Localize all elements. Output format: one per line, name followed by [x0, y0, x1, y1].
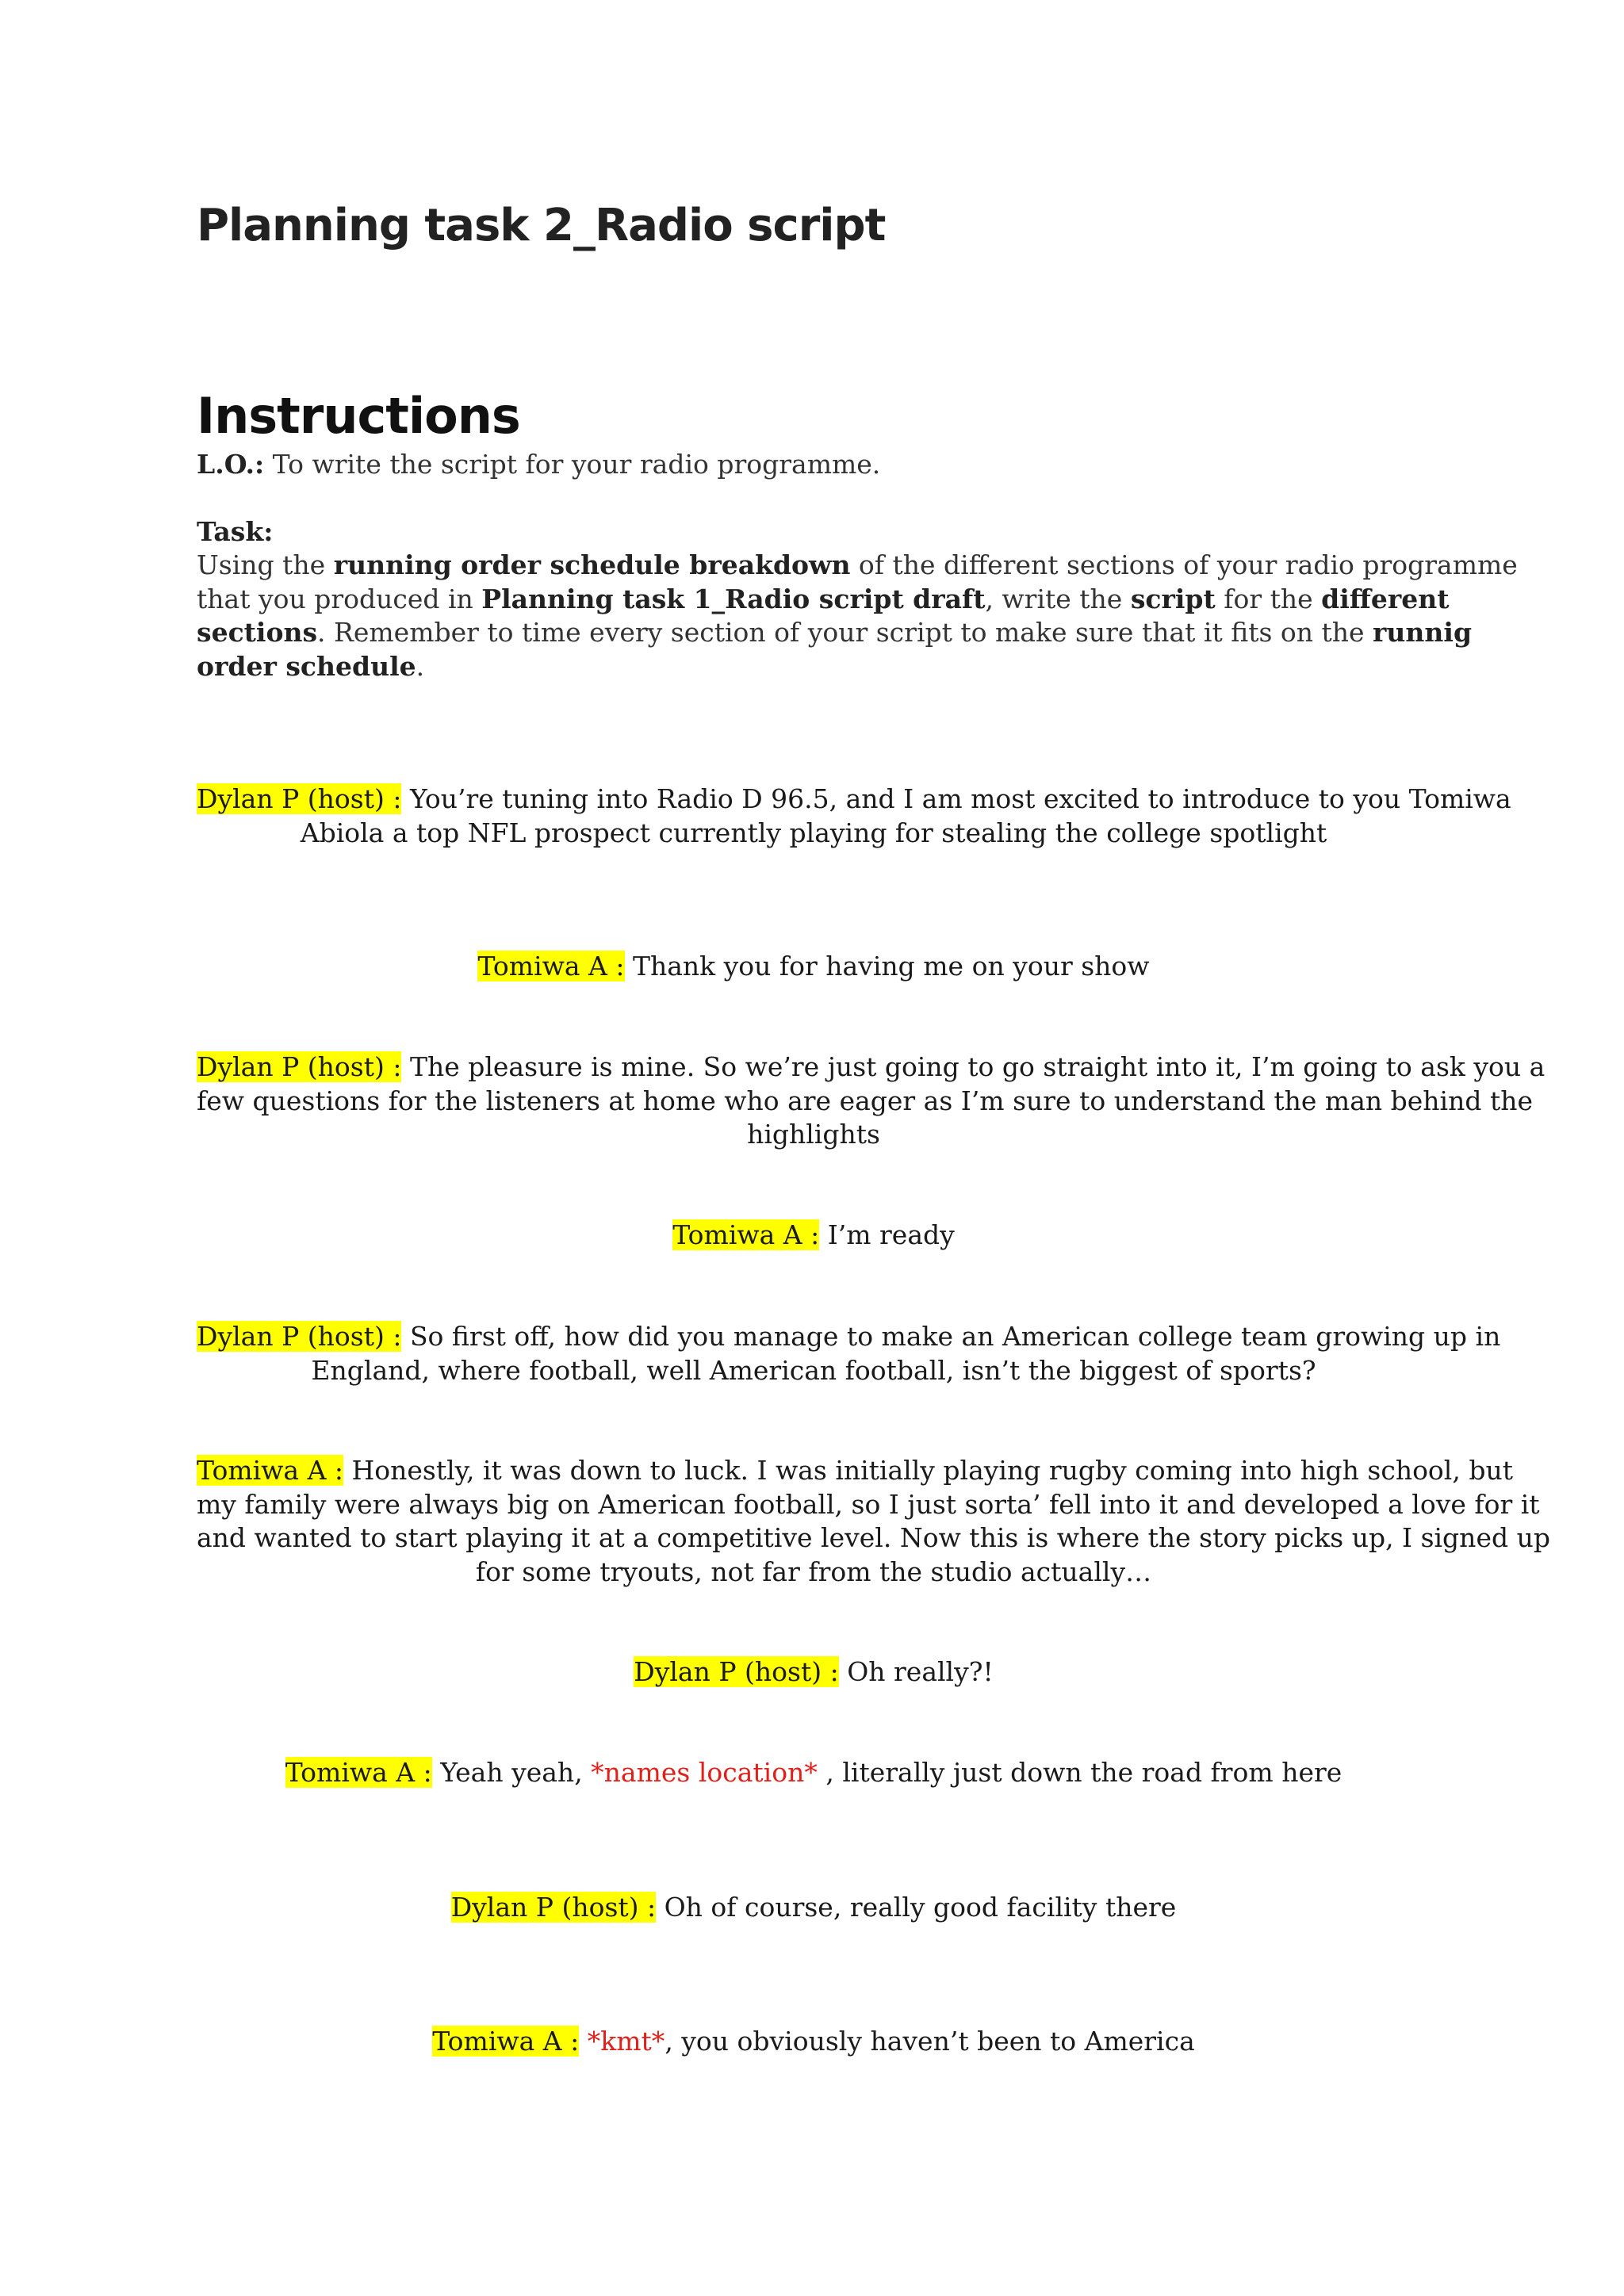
dialogue-line — [197, 783, 1511, 817]
stage-note: *kmt* — [587, 2026, 665, 2057]
task-text-segment: that you produced in — [197, 583, 482, 614]
task-label-text: Task: — [197, 516, 274, 547]
dialogue-text: Thank you for having me on your show — [624, 951, 1150, 982]
dialogue-line: for some tryouts, not far from the studio actually… — [475, 1556, 1152, 1587]
speaker-tag: Tomiwa A : — [432, 2026, 580, 2057]
task-emphasis: runnig — [1373, 617, 1473, 648]
script-turn-9 — [197, 1891, 1431, 1925]
task-text-segment: , write the — [985, 583, 1131, 614]
task-text-segment: of the different sections of your radio programme — [850, 549, 1518, 580]
script-turn-3 — [197, 1050, 1545, 1152]
dialogue-line: my family were always big on American football, so I just sorta’ fell into it and developed a love for it — [197, 1488, 1540, 1520]
script-turn-10 — [197, 2025, 1431, 2059]
dialogue-line: Abiola a top NFL prospect currently playing for stealing the college spotlight — [300, 817, 1327, 848]
task-text-segment: Using the — [197, 549, 334, 580]
dialogue-text: The pleasure is mine. So we’re just going to go straight into it, I’m going to ask you a — [401, 1051, 1545, 1082]
dialogue-text: So first off, how did you manage to make an American college team growing up in — [401, 1321, 1501, 1352]
dialogue-text: , you obviously haven’t been to America — [665, 2026, 1195, 2057]
dialogue-text: Honestly, it was down to luck. I was initially playing rugby coming into high school, but — [343, 1455, 1513, 1486]
dialogue-line — [197, 1891, 1431, 1925]
script-turn-1 — [197, 783, 1511, 850]
dialogue-line — [197, 950, 1431, 984]
dialogue-line: and wanted to start playing it at a competitive level. Now this is where the story picks up, I signed up — [197, 1522, 1550, 1553]
speaker-tag: Dylan P (host) : — [634, 1656, 839, 1687]
dialogue-line — [197, 1756, 1431, 1790]
task-line-4 — [197, 650, 1434, 684]
speaker-tag: Tomiwa A : — [672, 1219, 820, 1250]
speaker-tag: Tomiwa A : — [197, 1455, 344, 1486]
speaker-tag: Tomiwa A : — [477, 951, 625, 982]
dialogue-line — [197, 1219, 1431, 1253]
dialogue-line — [197, 2025, 1431, 2059]
task-label — [197, 515, 273, 549]
task-text-segment: for the — [1215, 583, 1322, 614]
dialogue-text: Oh of course, really good facility there — [656, 1892, 1177, 1923]
dialogue-text: Yeah yeah, — [431, 1757, 592, 1788]
task-emphasis: Planning task 1_Radio script draft — [481, 583, 986, 614]
task-emphasis: different — [1321, 583, 1450, 614]
task-line-3 — [197, 616, 1473, 650]
learning-objective — [197, 448, 1434, 482]
task-description — [197, 549, 1518, 683]
dialogue-line: few questions for the listeners at home who are eager as I’m sure to understand the man behind the — [197, 1085, 1533, 1116]
script-turn-2 — [197, 950, 1431, 984]
script-turn-6 — [197, 1454, 1550, 1589]
speaker-tag: Dylan P (host) : — [197, 1321, 402, 1352]
instructions-heading: Instructions — [197, 387, 520, 445]
script-turn-8 — [197, 1756, 1431, 1790]
dialogue-line: highlights — [747, 1119, 880, 1150]
task-text-segment: . — [416, 650, 425, 682]
dialogue-text: I’m ready — [819, 1219, 955, 1250]
script-turn-5 — [197, 1320, 1501, 1387]
script-turn-4 — [197, 1219, 1431, 1253]
speaker-tag: Dylan P (host) : — [197, 1051, 402, 1082]
task-emphasis: order schedule — [197, 650, 416, 682]
task-line-2 — [197, 583, 1450, 617]
dialogue-line: England, where football, well American football, isn’t the biggest of sports? — [311, 1354, 1316, 1386]
task-emphasis: script — [1130, 583, 1216, 614]
speaker-tag: Tomiwa A : — [285, 1757, 432, 1788]
task-line-1 — [197, 549, 1518, 583]
document-title: Planning task 2_Radio script — [197, 200, 886, 251]
stage-note: *names location* — [591, 1757, 818, 1788]
dialogue-text: Oh really?! — [838, 1656, 994, 1687]
lo-label: L.O.: — [197, 449, 265, 480]
dialogue-line — [197, 1050, 1545, 1085]
speaker-tag: Dylan P (host) : — [197, 783, 402, 814]
speaker-tag: Dylan P (host) : — [450, 1892, 657, 1923]
task-emphasis: running order schedule breakdown — [333, 549, 851, 580]
dialogue-text: You’re tuning into Radio D 96.5, and I am most excited to introduce to you Tomiwa — [401, 783, 1511, 814]
script-turn-7 — [197, 1655, 1431, 1689]
dialogue-line — [197, 1320, 1501, 1354]
dialogue-line — [197, 1655, 1431, 1689]
dialogue-line — [197, 1454, 1513, 1488]
task-text-segment: . Remember to time every section of your script to make sure that it fits on the — [317, 617, 1373, 648]
task-emphasis: sections — [197, 617, 318, 648]
lo-text: To write the script for your radio programme. — [264, 449, 881, 480]
dialogue-text: , literally just down the road from here — [817, 1757, 1342, 1788]
dialogue-text — [579, 2026, 588, 2057]
